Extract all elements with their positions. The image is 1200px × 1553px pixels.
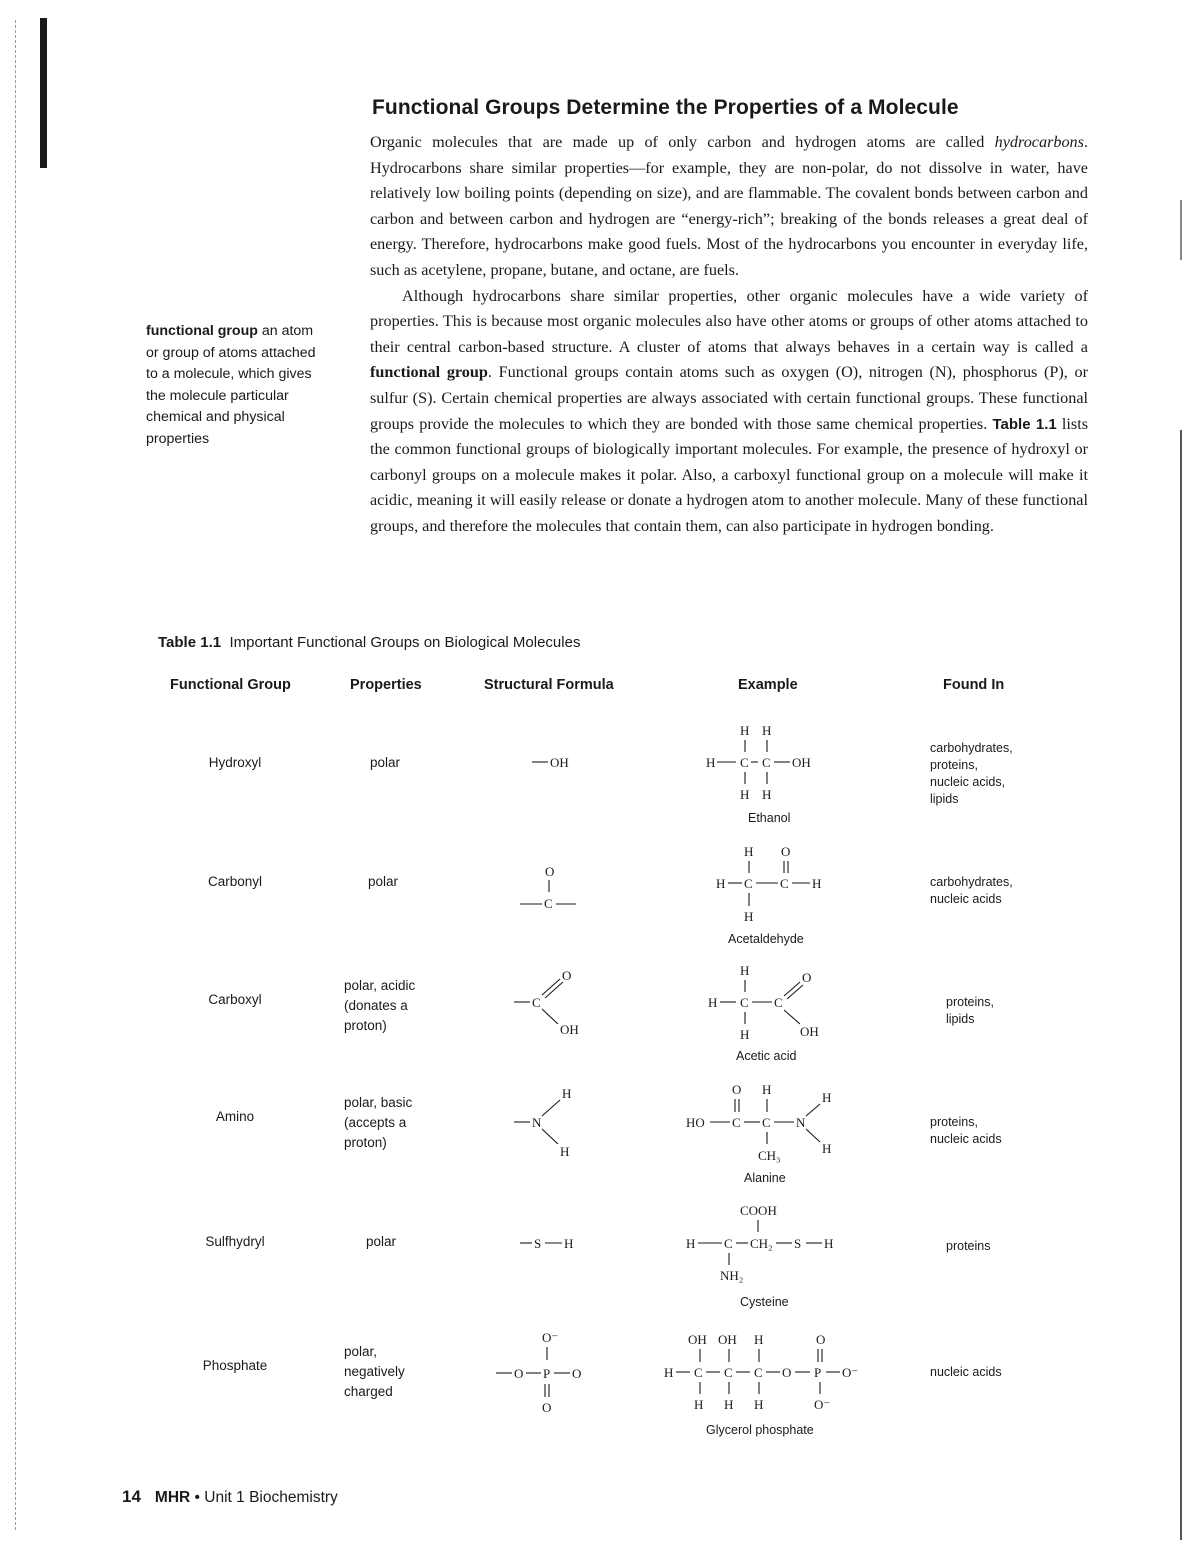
- svg-text:C: C: [744, 876, 753, 891]
- svg-text:H: H: [744, 844, 754, 859]
- table-row-amino: [0, 1076, 1200, 1196]
- svg-text:C: C: [740, 995, 749, 1010]
- svg-text:H: H: [740, 963, 750, 978]
- svg-text:H: H: [754, 1332, 764, 1347]
- bold-term-functional-group: functional group: [370, 363, 488, 382]
- svg-text:H: H: [762, 1082, 772, 1097]
- svg-text:OH: OH: [792, 755, 811, 770]
- cell-found-in: carbohydrates, proteins, nucleic acids, lipids: [930, 741, 1013, 806]
- svg-text:O: O: [782, 1365, 792, 1380]
- scan-edge-mark: [1180, 200, 1182, 260]
- svg-text:C: C: [780, 876, 789, 891]
- example-structure-acetic-acid: [650, 956, 890, 1086]
- svg-text:H: H: [822, 1141, 832, 1156]
- svg-text:C: C: [724, 1236, 733, 1251]
- paragraph-functional-groups: Although hydrocarbons share similar properties, other organic molecules have a wide variety of properties. This is because most organic molecules also have other atoms or groups of other atoms attached to their central carbon-based structure. A cluster of atoms that always behaves in a certain way is called a functional group. Functional groups contain atoms such as oxygen (O), nitrogen (N), phosphorus (P), or sulfur (S). Certain chemical properties are always associated with certain functional groups. These functional groups provide the molecules to which they are bonded with those same chemical properties. Table 1.1 lists the common functional groups of biologically important molecules. For example, the presence of hydroxyl or carbonyl groups on a molecule makes it polar. Also, a carboxyl functional group on a molecule will make it acidic, meaning it will easily release or donate a hydrogen atom to another molecule. Many of these functional groups, and therefore the molecules that contain them, can also participate in hydrogen bonding.: [370, 286, 1088, 535]
- svg-text:H: H: [744, 909, 754, 924]
- svg-text:O: O: [802, 970, 812, 985]
- example-structure-ethanol: [650, 716, 890, 846]
- table-caption-label: Table 1.1: [158, 634, 222, 651]
- svg-text:S: S: [794, 1236, 802, 1251]
- svg-text:NH₂: NH₂: [720, 1268, 744, 1283]
- svg-text:H: H: [564, 1236, 574, 1251]
- svg-text:O⁻: O⁻: [814, 1397, 831, 1412]
- italic-term-hydrocarbons: hydrocarbons: [994, 133, 1084, 151]
- header-functional-group: Functional Group: [170, 677, 291, 693]
- svg-text:H: H: [706, 755, 716, 770]
- svg-text:HO: HO: [686, 1115, 705, 1130]
- svg-text:C: C: [694, 1365, 703, 1380]
- svg-text:O: O: [545, 864, 555, 879]
- svg-text:C: C: [532, 995, 541, 1010]
- svg-text:H: H: [762, 723, 772, 738]
- svg-text:CH₂: CH₂: [750, 1236, 773, 1251]
- svg-text:O⁻: O⁻: [842, 1365, 859, 1380]
- structural-formula-hydroxyl: [490, 716, 610, 836]
- svg-text:H: H: [740, 787, 750, 802]
- svg-text:O: O: [816, 1332, 826, 1347]
- cell-properties: polar: [366, 1234, 397, 1249]
- table-row-sulfhydryl: [0, 1196, 1200, 1316]
- svg-text:COOH: COOH: [740, 1203, 777, 1218]
- svg-text:H: H: [694, 1397, 704, 1412]
- svg-text:H: H: [812, 876, 822, 891]
- svg-text:C: C: [740, 755, 749, 770]
- body-text: [370, 130, 1088, 540]
- svg-text:CH₃: CH₃: [758, 1148, 781, 1163]
- example-structure-alanine: [650, 1076, 890, 1206]
- example-structure-glycerol-phosphate: [650, 1316, 890, 1446]
- header-example: Example: [738, 677, 798, 693]
- structural-formula-carboxyl: [490, 956, 610, 1076]
- page-number: 14: [122, 1487, 141, 1506]
- svg-text:C: C: [762, 755, 771, 770]
- page-footer: [122, 1487, 338, 1507]
- svg-text:H: H: [560, 1144, 570, 1159]
- svg-text:P: P: [543, 1366, 551, 1381]
- cell-properties: polar, acidic (donates a proton): [344, 978, 416, 1033]
- svg-text:C: C: [724, 1365, 733, 1380]
- table-caption-text: Important Functional Groups on Biological Molecules: [229, 634, 581, 651]
- table-row-phosphate: [0, 1316, 1200, 1436]
- svg-text:C: C: [774, 995, 783, 1010]
- scan-binding-mark: [40, 18, 47, 168]
- svg-text:O: O: [562, 968, 572, 983]
- cell-found-in: proteins, lipids: [946, 995, 994, 1026]
- cell-properties: polar, negatively charged: [344, 1344, 405, 1399]
- unit-label: Unit 1 Biochemistry: [204, 1489, 338, 1506]
- structural-formula-carbonyl: [490, 836, 610, 956]
- cell-group: Phosphate: [202, 1358, 268, 1373]
- paragraph-hydrocarbons: Organic molecules that are made up of only carbon and hydrogen atoms are called hydrocarbons. Hydrocarbons share similar properties—for example, they are non-polar, do not dissolve in water, have relatively low boiling points (depending on size), and are flammable. The covalent bonds between carbon and carbon and between carbon and hydrogen are “energy-rich”; breaking of the bonds releases a great deal of energy. Therefore, hydrocarbons make good fuels. Most of the hydrocarbons you encounter in everyday life, such as acetylene, propane, butane, and octane, are fuels.: [370, 133, 1088, 279]
- svg-text:OH: OH: [688, 1332, 707, 1347]
- cell-group: Hydroxyl: [208, 755, 262, 770]
- cell-group: Sulfhydryl: [205, 1234, 265, 1249]
- cell-group: Carboxyl: [208, 992, 262, 1007]
- svg-text:H: H: [724, 1397, 734, 1412]
- svg-text:H: H: [822, 1090, 832, 1105]
- cell-found-in: carbohydrates, nucleic acids: [930, 875, 1013, 906]
- svg-text:O⁻: O⁻: [542, 1330, 559, 1345]
- svg-text:H: H: [740, 723, 750, 738]
- example-structure-cysteine: [650, 1196, 890, 1326]
- cell-group: Amino: [215, 1109, 255, 1124]
- structural-formula-sulfhydryl: [490, 1196, 610, 1316]
- svg-text:C: C: [762, 1115, 771, 1130]
- svg-text:C: C: [754, 1365, 763, 1380]
- svg-text:C: C: [544, 896, 553, 911]
- example-name: Alanine: [744, 1171, 786, 1185]
- svg-text:O: O: [732, 1082, 742, 1097]
- cell-properties: polar: [370, 755, 401, 770]
- header-properties: Properties: [350, 677, 422, 693]
- cell-found-in: proteins: [946, 1239, 991, 1253]
- table-caption: [158, 634, 580, 651]
- example-name: Acetic acid: [736, 1049, 797, 1063]
- header-structural-formula: Structural Formula: [484, 677, 614, 693]
- svg-text:C: C: [732, 1115, 741, 1130]
- cell-properties: polar, basic (accepts a proton): [344, 1095, 413, 1150]
- section-heading: Functional Groups Determine the Properties of a Molecule: [372, 96, 959, 119]
- svg-text:OH: OH: [560, 1022, 579, 1037]
- svg-text:H: H: [740, 1027, 750, 1042]
- svg-text:H: H: [824, 1236, 834, 1251]
- svg-text:O: O: [572, 1366, 582, 1381]
- svg-text:O: O: [514, 1366, 524, 1381]
- svg-text:H: H: [762, 787, 772, 802]
- footer-separator: •: [190, 1489, 205, 1506]
- structural-formula-phosphate: [490, 1316, 610, 1436]
- cell-properties: polar: [368, 874, 399, 889]
- svg-text:P: P: [814, 1365, 822, 1380]
- svg-text:O: O: [542, 1400, 552, 1415]
- example-name: Glycerol phosphate: [706, 1423, 814, 1437]
- svg-text:S: S: [534, 1236, 542, 1251]
- publisher: MHR: [154, 1489, 191, 1506]
- svg-text:N: N: [532, 1115, 542, 1130]
- example-name: Acetaldehyde: [728, 932, 804, 946]
- example-name: Ethanol: [748, 811, 791, 825]
- svg-text:H: H: [708, 995, 718, 1010]
- example-structure-acetaldehyde: [650, 836, 890, 966]
- glossary-definition: an atom or group of atoms attached to a molecule, which gives the molecule particular chemical and physical properties: [146, 323, 316, 447]
- table-row-carboxyl: [0, 956, 1200, 1076]
- svg-text:H: H: [562, 1086, 572, 1101]
- cell-group: Carbonyl: [207, 874, 263, 889]
- example-name: Cysteine: [740, 1295, 789, 1309]
- cell-found-in: proteins, nucleic acids: [930, 1115, 1002, 1146]
- svg-text:H: H: [686, 1236, 696, 1251]
- table-row-carbonyl: [0, 836, 1200, 956]
- cell-found-in: nucleic acids: [930, 1365, 1002, 1379]
- svg-text:H: H: [754, 1397, 764, 1412]
- structural-formula-amino: [490, 1076, 610, 1196]
- svg-text:O: O: [781, 844, 791, 859]
- table-reference: Table 1.1: [992, 415, 1057, 433]
- svg-text:OH: OH: [718, 1332, 737, 1347]
- glossary-term: functional group: [146, 323, 258, 339]
- table-row-hydroxyl: [0, 716, 1200, 836]
- svg-text:H: H: [664, 1365, 674, 1380]
- header-found-in: Found In: [943, 677, 1005, 693]
- svg-text:OH: OH: [800, 1024, 819, 1039]
- svg-text:N: N: [796, 1115, 806, 1130]
- svg-text:OH: OH: [550, 755, 569, 770]
- svg-text:H: H: [716, 876, 726, 891]
- margin-glossary: [146, 321, 328, 451]
